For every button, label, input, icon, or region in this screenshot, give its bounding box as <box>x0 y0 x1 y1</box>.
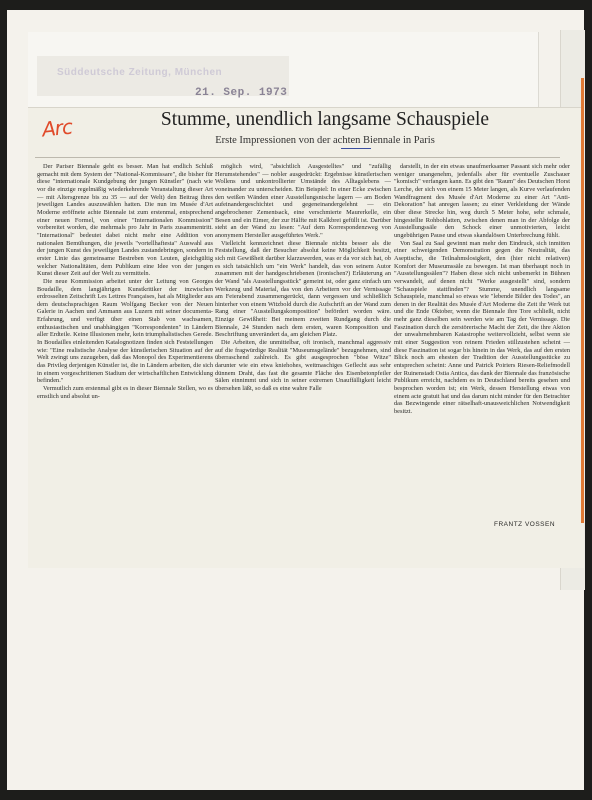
article-paragraph: Der Pariser Biennale geht es besser. Man hat endlich Schluß gemacht mit dem System der "National-Kommissare", die bisher für diese "internationale Kundgebung der jungen Künstler" (nach wie vor die einzige regelmäßig wiederkehrende Veranstaltung dieser Art — mit Altersgrenze bis zu 35 — auf der Welt) den Beitrag ihres jeweiligen Landes auszuwählen hatten. Die nun im Musée d'Art Moderne eröffnete achte Biennale ist zum erstenmal, entsprechend einer neuen Formel, von einer "Internationalen Kommission" vorbereitet worden, die mehrmals pro Jahr in Paris zusammentritt. "International" bedeutet dabei nicht mehr eine Addition von nationalen Bemühungen, die jeweils "vortellhaftesta" Auswahl aus der jungen Kunst des jeweiligen Landes zustandebringen, sondern in erster Linie das gemeinsame Bestreben von Leuten, gleichgültig welcher Nationalitäten, dem Publikum eine Idee von der jungen Kunst dieser Zeit auf der Welt zu vermitteln. <box>37 163 213 278</box>
article-paragraph: Vermutlich zum erstenmal gibt es in dieser Biennale Stellen, wo es ernstlich und absolut un- <box>37 385 213 400</box>
article-author: FRANTZ VOSSEN <box>494 521 556 528</box>
article-subheadline: Erste Impressionen von der achten Biennale in Paris <box>215 135 435 146</box>
article-paragraph: Von Saal zu Saal gewinnt man mehr den Eindruck, sich inmitten einer schweigenden Demonstration gegen die Neutralität, das Aseptische, die Teilnahmslosigkeit, den (hier nicht relativen) Komfort der Museumssäle zu bewegen. Ist man überhaupt noch in "Ausstellungssälen"? Haben diese sich nicht unbemerkt in Bühnen verwandelt, auf denen nicht "Werke ausgestellt" sind, sondern "Schauspiele stattfinden"? Stumme, unendlich langsame Schauspiele, manchmal so etwas wie "lebende Bilder des Todes", an denen in der Realität des Musée d'Art Moderne die Zeit ihr Werk tut und die Ende Oktober, wenn die Biennale ihre Tore schließt, nicht mehr ganz dieselben sein werden wie am Tag der Vernissage. Die Faszination durch die zerstörerische Macht der Zeit, die ihre Aktion der unwahrnehmbaren Katastrophe weitervollzieht, selbst wenn sie mit einer Suggestion von reinem Frieden stillzustehen scheint — diese Faszination ist sogar bis hinein in das Werk, das auf den ersten Blick noch am ehesten der Tradition der Ausstellungsstücke zu entsprechen scheint: Anne und Patrick Poiriers Riesen-Reliefmodell der Ruinenstadt Ostia Antica, das dank der Biennale das französische Publikum erreicht, nachdem es in Deutschland bereits gesehen und besprochen worden ist; ein Werk, dessen Herstellung etwas von einem acte gratuit hat und das darum nicht minder für den Betrachter das Bezwingende einer rätselhaft-unausweichlichen Notwendigkeit besitzt. <box>394 239 570 415</box>
article-paragraph: Vielleicht kennzeichnet diese Biennale nichts besser als die Feststellung, daß der Besucher absolut keine Möglichkeit besitzt, sich mit Gewißheit darüber klarzuwerden, was er da vor sich hat, ob es sich tatsächlich um "ein Werk" handelt, das von seinem Autor zusammen mit der handgeschriebenen (ironischen?) Erläuterung an der Wand "als Ausstellungsstück" gemeint ist, oder ganz einfach um Werkzeug und Material, das von den Arbeitern vor der Vernissage am Feierabend zusammengerückt, dann vergessen und schließlich hinterher von einem Witzbold durch die Aufschrift an der Wand zum Rang einer "Ausstellungskomposition" befördert worden wäre. Einzige Gewißheit: Bei meinem zweiten Rundgang durch die Biennale, 24 Stunden nach dem ersten, waren Komposition und Beschriftung unverändert da, am gleichen Platz. <box>215 239 391 339</box>
article-paragraph: Die neue Kommission arbeitet unter der Leitung von Georges Boudaille, dem langjährigen Kunstkritiker der inzwischen erdrosselten Zeitschrift Les Lettres Françaises, hat als Mitglieder aus dem deutschsprachigen Raum Wolfgang Becker von der Neuen Galerie in Aachen und Ammann aus Luzern mit seiner documenta-Erfahrung, und verfügt über einen Stab von wachsamen, enthusiastischen und unabhängigen "Korrespondenten" in Ländern aller Erdteile. Keine Illusionen mehr, kein triumphalistisches Gerede. In Boudailles einleitenden Katalognotizen finden sich Feststellungen wie: "Eine realistische Analyse der künstlerischen Situation auf der Welt zwingt uns zuzugeben, daß das Monopol des Experimentierens das Privileg derjenigen Künstler ist, die in Ländern arbeiten, die sich in einem vorgeschrittenen Stadium der wirtschaftlichen Entwicklung befinden." <box>37 277 213 385</box>
article-column-1 <box>37 163 213 538</box>
pen-underline-mark <box>341 148 371 149</box>
handwritten-annotation: Arc <box>40 114 74 142</box>
article-paragraph: darstellt, in der ein etwas unaufmerksamer Passant sich mehr oder weniger unangenehm, jedenfalls aber für eventuelle Zuschauer "komisch" verfangen kann. Es gibt den "Raum" des Deutschen Horst Lerche, der sich von einem 15 Meter langen, als Kurve verlaufenden Wandfragment des Musée d'Art Moderne zu einer Art "Anti-Dekoration" hat anregen lassen; zu einer Verkleidung der Wände über diese Strecke hin, weg durch 5 Meter hohe, sehr schmale, hingestellte Rohbohlatten, zwischen denen man in der Abfolge der Ausstellungssäle den Schock einer unmotivierten, leicht ungebührigen Pause und etwas skandalösen Unterbrechung fühlt. <box>394 163 570 239</box>
stamp-date: 21. Sep. 1973 <box>195 87 288 99</box>
article-headline: Stumme, unendlich langsame Schauspiele <box>160 109 490 130</box>
article-column-2 <box>215 163 391 538</box>
headline-rule <box>35 157 560 158</box>
stamp-newspaper-name: Süddeutsche Zeitung, München <box>57 67 223 78</box>
orange-marker-strip <box>581 78 584 523</box>
article-paragraph: Die Arbeiten, die unmittelbar, oft ironisch, manchmal aggressiv auf die fragwürdige Realität "Museumsgelände" bezugnehmen, sind überraschend zahlreich. Es gibt ausgesprochen "böse Witze" darunter wie ein etwa kniehohes, weitmaschiges Geflecht aus sehr dünnem Draht, das fast die gesamte Fläche des Eisenbetonpfeiler Sälen einnimmt und sich in seiner extremen Unauffälligkeit leicht übersehen läßt, so daß es eine wahre Falle <box>215 339 391 393</box>
article-paragraph: möglich wird, "absichtlich Ausgestelltes" und "zufällig Herumstehendes" — nobler ausgedrückt: Ergebnisse künstlerischen Wollens und unkontrollierter Umstände des Alltagslebens — voneinander zu unterscheiden. Ein Beispiel: In einer Ecke zwischen den weißen Wänden einer Ausstellungsnische lagern — am Boden aufeinandergeschichtet und gegeneinandergelehnt — ein angebrochener Zementsack, eine verschmierte Maurerkelle, ein Besen und ein Eimer, der zur Hälfte mit Kalkbrei gefüllt ist. Darüber steht an der Wand zu lesen: "Auf dem Korrespondenzweg von anonymem Hersteller ausgeführtes Werk." <box>215 163 391 239</box>
article-column-3 <box>394 163 570 518</box>
